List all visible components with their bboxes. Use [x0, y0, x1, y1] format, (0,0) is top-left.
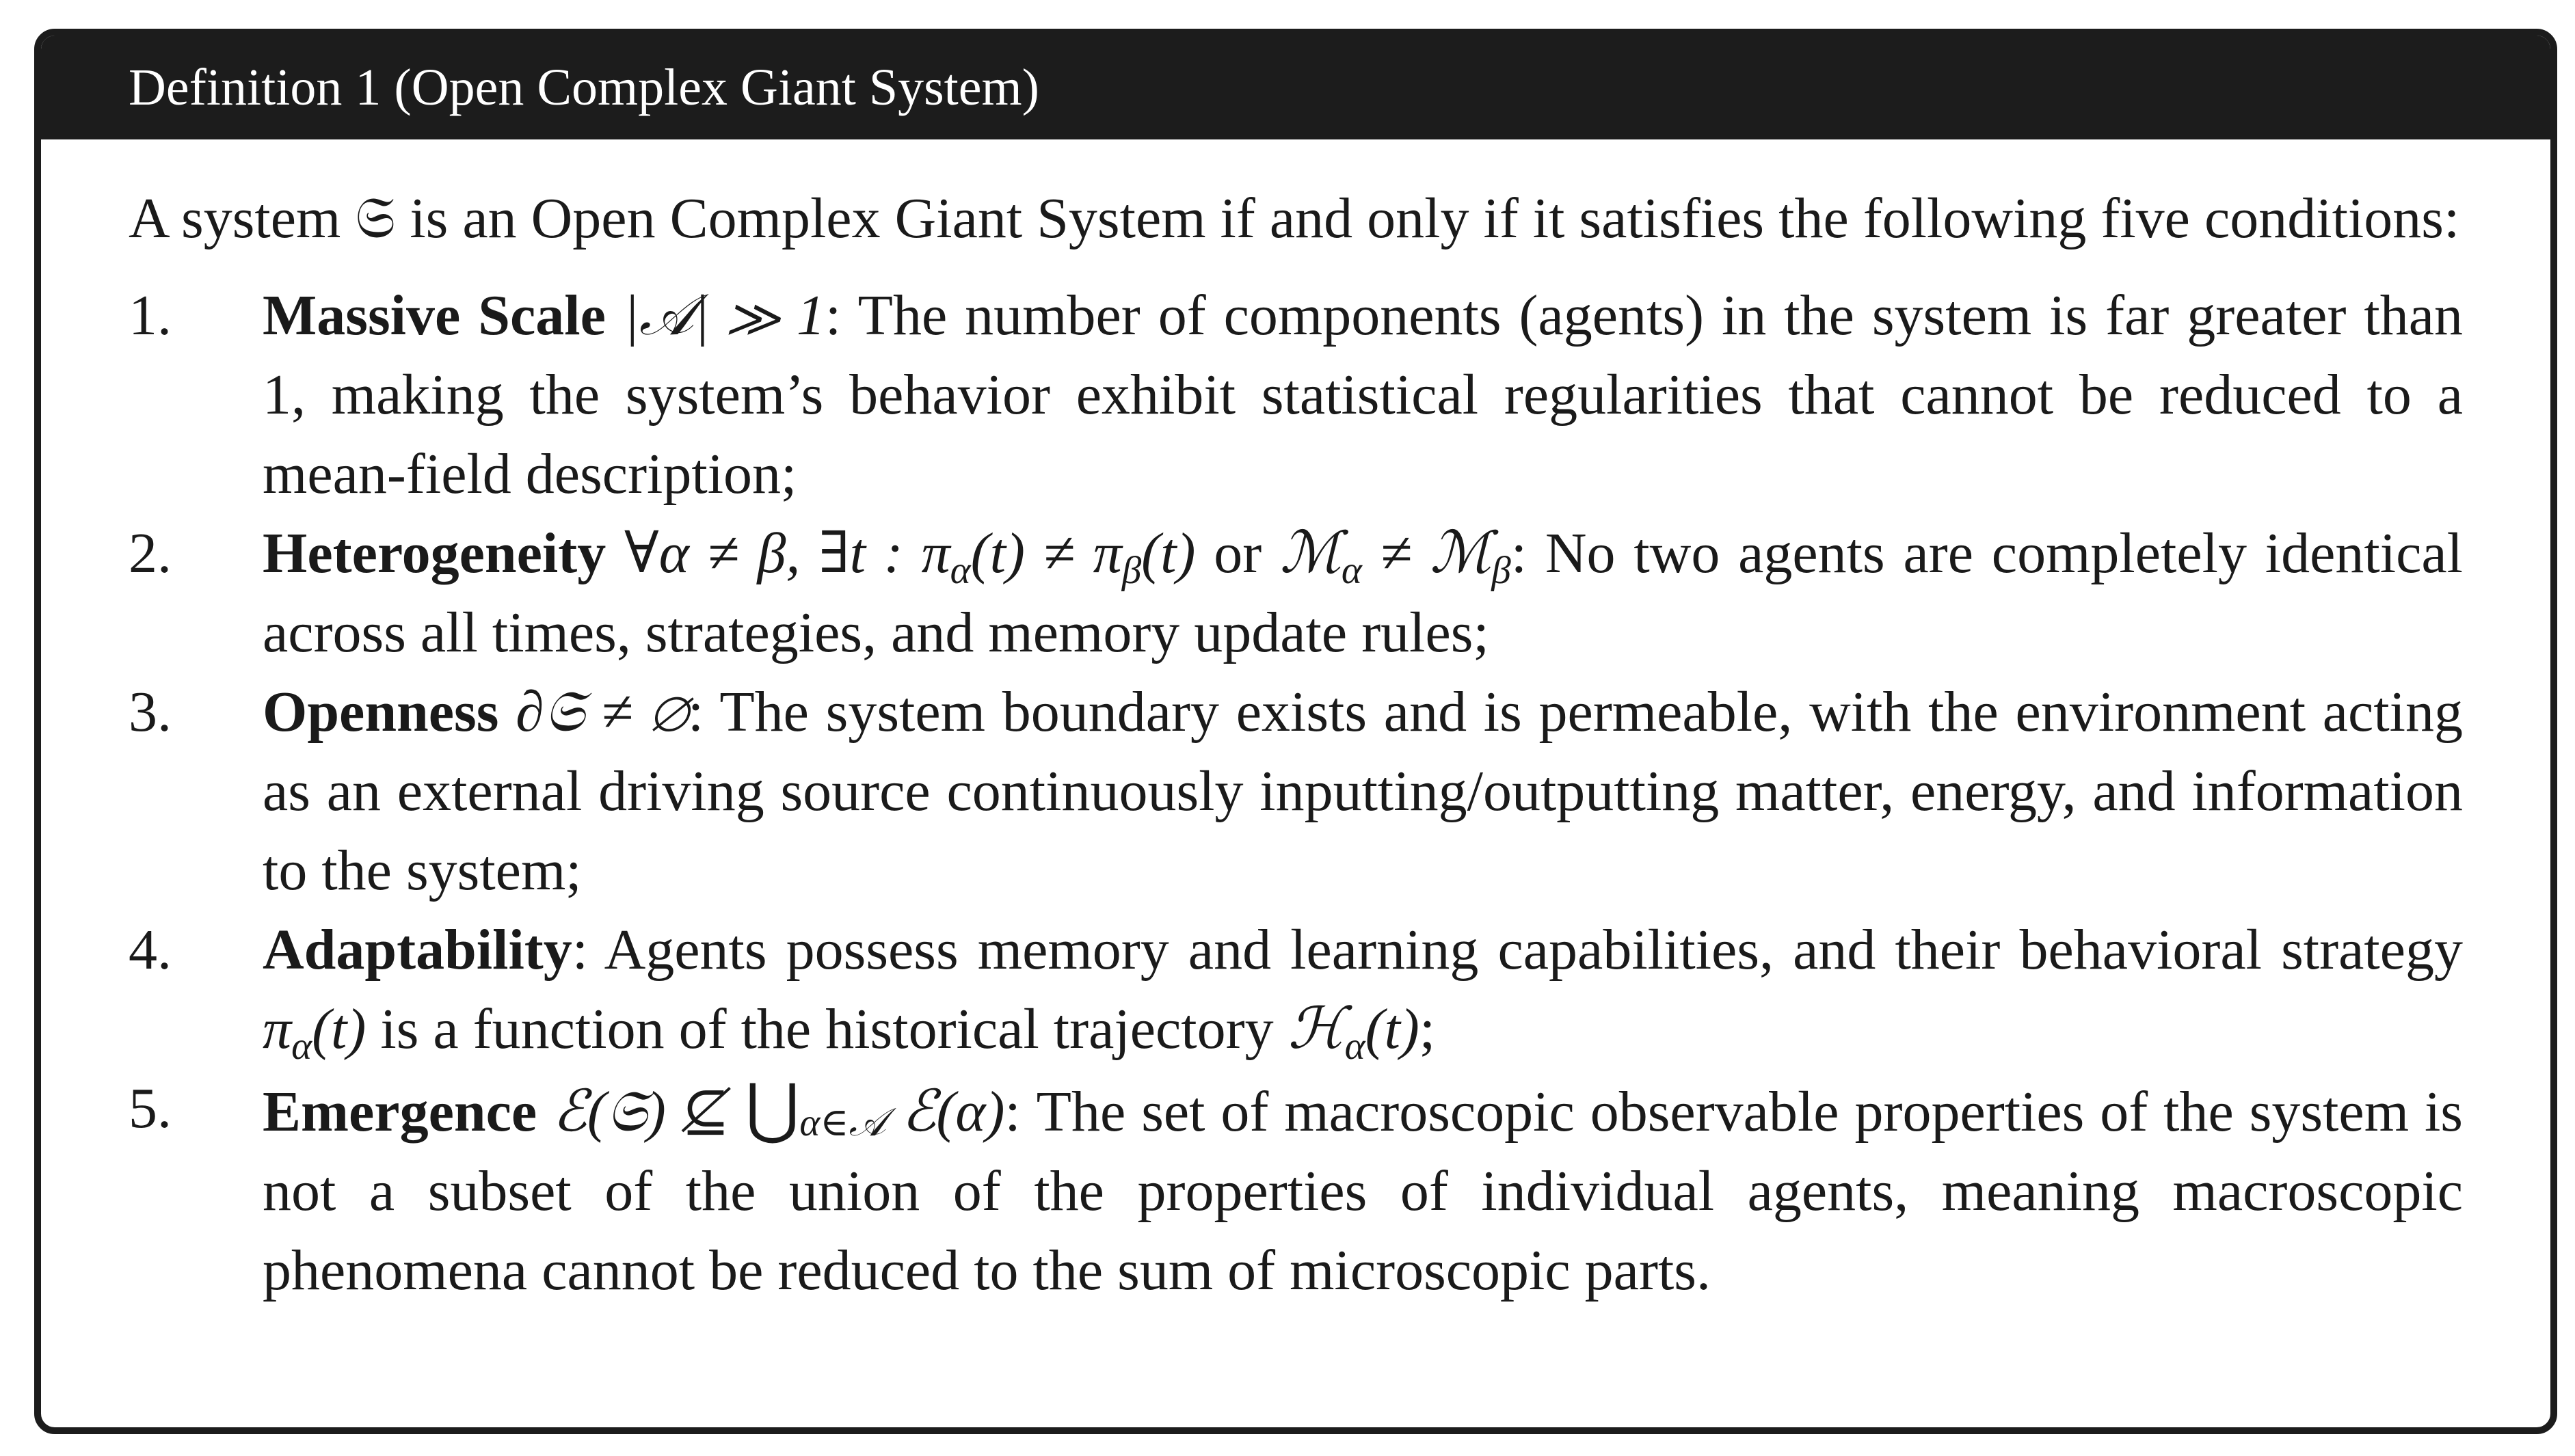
condition-item [129, 514, 2463, 673]
condition-item [129, 673, 2463, 911]
condition-math: ∂𝔖 ≠ ∅ [498, 680, 688, 744]
condition-math: ℳα ≠ ℳβ [1279, 522, 1511, 592]
condition-number: 4. [129, 918, 172, 982]
condition-number: 1. [129, 284, 172, 347]
condition-item [129, 1069, 2463, 1310]
definition-title: Definition 1 (Open Complex Giant System) [41, 36, 2550, 139]
condition-text [263, 673, 2463, 911]
condition-math: ∀α ≠ β, ∃t : πα(t) ≠ πβ(t) [606, 522, 1196, 592]
condition-title: Heterogeneity [263, 522, 606, 585]
condition-text: Adaptability: Agents possess memory and learning capabilities, and their behavioral strategy πα(t) is a function of the historical trajectory ℋα(t); [263, 918, 2463, 1068]
condition-description: : The system boundary exists and is permeable, with the environment acting as an external driving source continuously inputting/outputting matter, energy, and information to the system; [263, 680, 2463, 902]
definition-box [34, 29, 2557, 1434]
condition-number: 2. [129, 522, 172, 585]
condition-text [263, 1069, 2463, 1310]
condition-math: ℰ(𝔖) ⊈ ⋃α∈𝒜 ℰ(α) [537, 1072, 1005, 1145]
condition-text [263, 276, 2463, 514]
condition-number: 3. [129, 680, 172, 744]
condition-title: Massive Scale [263, 284, 606, 347]
condition-math: |𝒜| ≫ 1 [605, 284, 825, 347]
definition-body [41, 139, 2550, 1310]
condition-title: Emergence [263, 1080, 537, 1144]
condition-item [129, 276, 2463, 514]
condition-title: Openness [263, 680, 499, 744]
condition-item [129, 911, 2463, 1069]
condition-math: πα(t) [263, 997, 366, 1068]
condition-description: : No two agents are completely identical across all times, strategies, and memory update rules; [263, 522, 2463, 664]
condition-title: Adaptability [263, 918, 572, 982]
definition-intro: A system 𝔖 is an Open Complex Giant System if and only if it satisfies the following five conditions: [129, 187, 2460, 250]
condition-description: : The set of macroscopic observable properties of the system is not a subset of the union of the properties of individual agents, meaning macroscopic phenomena cannot be reduced to the sum of microscopic parts. [263, 1080, 2464, 1302]
condition-math: ℋα(t) [1288, 997, 1419, 1068]
condition-description: : The number of components (agents) in the system is far greater than 1, making the system’s behavior exhibit statistical regularities that cannot be reduced to a mean-field description; [263, 284, 2463, 506]
condition-number: 5. [129, 1077, 172, 1140]
condition-text: Heterogeneity ∀α ≠ β, ∃t : πα(t) ≠ πβ(t) or ℳα ≠ ℳβ: No two agents are completely identical across all times, strategies, and memory update rules; [263, 522, 2463, 664]
